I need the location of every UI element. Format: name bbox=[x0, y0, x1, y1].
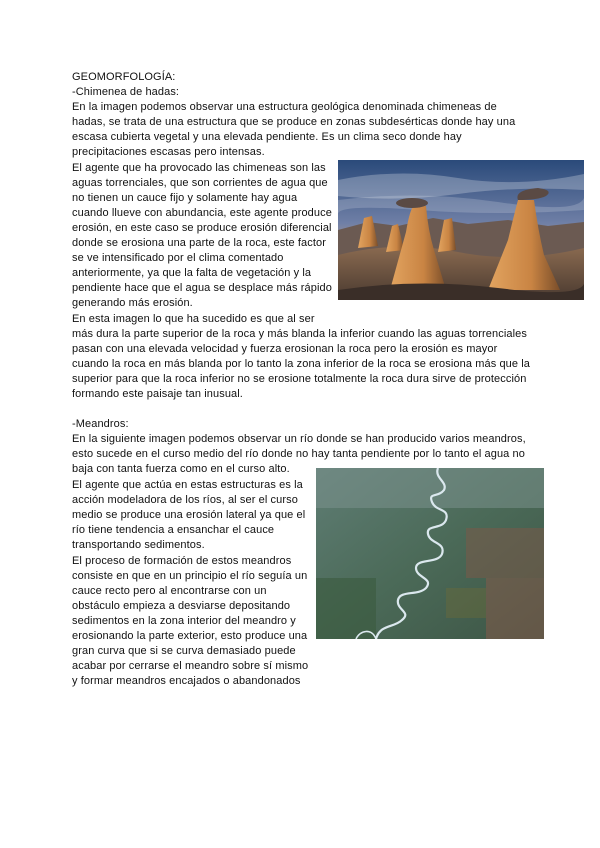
paragraph-line: cuando llueve con abundancia, este agente produce bbox=[72, 207, 332, 219]
paragraph-line: escasa cubierta vegetal y una elevada pendiente. Es un clima seco donde hay bbox=[72, 131, 462, 143]
paragraph-line: río tiene tendencia a ensanchar el cauce bbox=[72, 524, 275, 536]
paragraph-line: El agente que actúa en estas estructuras es la bbox=[72, 479, 303, 491]
paragraph-line: no tienen un cauce fijo y solamente hay agua bbox=[72, 192, 298, 204]
paragraph-line: más dura la parte superior de la roca y más blanda la inferior cuando las aguas torrenciales bbox=[72, 328, 527, 340]
fairy-chimneys-photo bbox=[338, 160, 584, 300]
paragraph-line: sedimentos en la zona interior del meandro y bbox=[72, 615, 296, 627]
paragraph-line: En la imagen podemos observar una estructura geológica denominada chimeneas de bbox=[72, 101, 497, 113]
meanders-aerial-photo bbox=[316, 468, 544, 639]
paragraph-line: En la siguiente imagen podemos observar un río donde se han producido varios meandros, bbox=[72, 433, 526, 445]
paragraph-line: El proceso de formación de estos meandros bbox=[72, 555, 292, 567]
paragraph-line: pasan con una elevada velocidad y fuerza erosionan la roca pero la erosión es mayor bbox=[72, 343, 498, 355]
paragraph-line: generando más erosión. bbox=[72, 297, 193, 309]
paragraph-line: cauce recto pero al encontrarse con un bbox=[72, 585, 267, 597]
section-heading-meanders: -Meandros: bbox=[72, 418, 129, 430]
paragraph-line: formando este paisaje tan inusual. bbox=[72, 388, 243, 400]
paragraph-line: aguas torrenciales, que son corrientes de agua que bbox=[72, 177, 328, 189]
paragraph-line: donde se erosiona una parte de la roca, este factor bbox=[72, 237, 326, 249]
paragraph-line: se ve intensificado por el clima comentado bbox=[72, 252, 284, 264]
paragraph-line: acción modeladora de los ríos, al ser el curso bbox=[72, 494, 298, 506]
paragraph-line: El agente que ha provocado las chimeneas son las bbox=[72, 162, 326, 174]
paragraph-line: hadas, se trata de una estructura que se produce en zonas subdesérticas donde hay una bbox=[72, 116, 516, 128]
paragraph-line: baja con tanta fuerza como en el curso alto. bbox=[72, 463, 290, 475]
paragraph-line: gran curva que si se curva demasiado puede bbox=[72, 645, 296, 657]
paragraph-line: precipitaciones escasas pero intensas. bbox=[72, 146, 265, 158]
paragraph-line: cuando la roca en más blanda por lo tanto la zona inferior de la roca se erosiona más que la bbox=[72, 358, 531, 370]
paragraph-line: pendiente hace que el agua se desplace más rápido bbox=[72, 282, 332, 294]
paragraph-line: esto sucede en el curso medio del río donde no hay tanta pendiente por lo tanto el agua no bbox=[72, 448, 525, 460]
paragraph-line: acabar por cerrarse el meandro sobre sí mismo bbox=[72, 660, 309, 672]
paragraph-line: anteriormente, ya que la falta de vegetación y la bbox=[72, 267, 312, 279]
document-title: GEOMORFOLOGÍA: bbox=[72, 71, 176, 83]
paragraph-line: erosión, en este caso se produce erosión diferencial bbox=[72, 222, 332, 234]
paragraph-line: erosionando la parte exterior, esto produce una bbox=[72, 630, 308, 642]
paragraph-line: obstáculo empieza a desviarse depositando bbox=[72, 600, 291, 612]
paragraph-line: transportando sedimentos. bbox=[72, 539, 205, 551]
paragraph-line: superior para que la roca inferior no se erosione totalmente la roca dura sirve de protección bbox=[72, 373, 527, 385]
paragraph-line: En esta imagen lo que ha sucedido es que al ser bbox=[72, 313, 315, 325]
paragraph-line: consiste en que en un principio el río seguía un bbox=[72, 570, 308, 582]
section-heading-chimneys: -Chimenea de hadas: bbox=[72, 86, 180, 98]
paragraph-line: medio se produce una erosión lateral ya que el bbox=[72, 509, 306, 521]
paragraph-line: y formar meandros encajados o abandonados bbox=[72, 675, 301, 687]
